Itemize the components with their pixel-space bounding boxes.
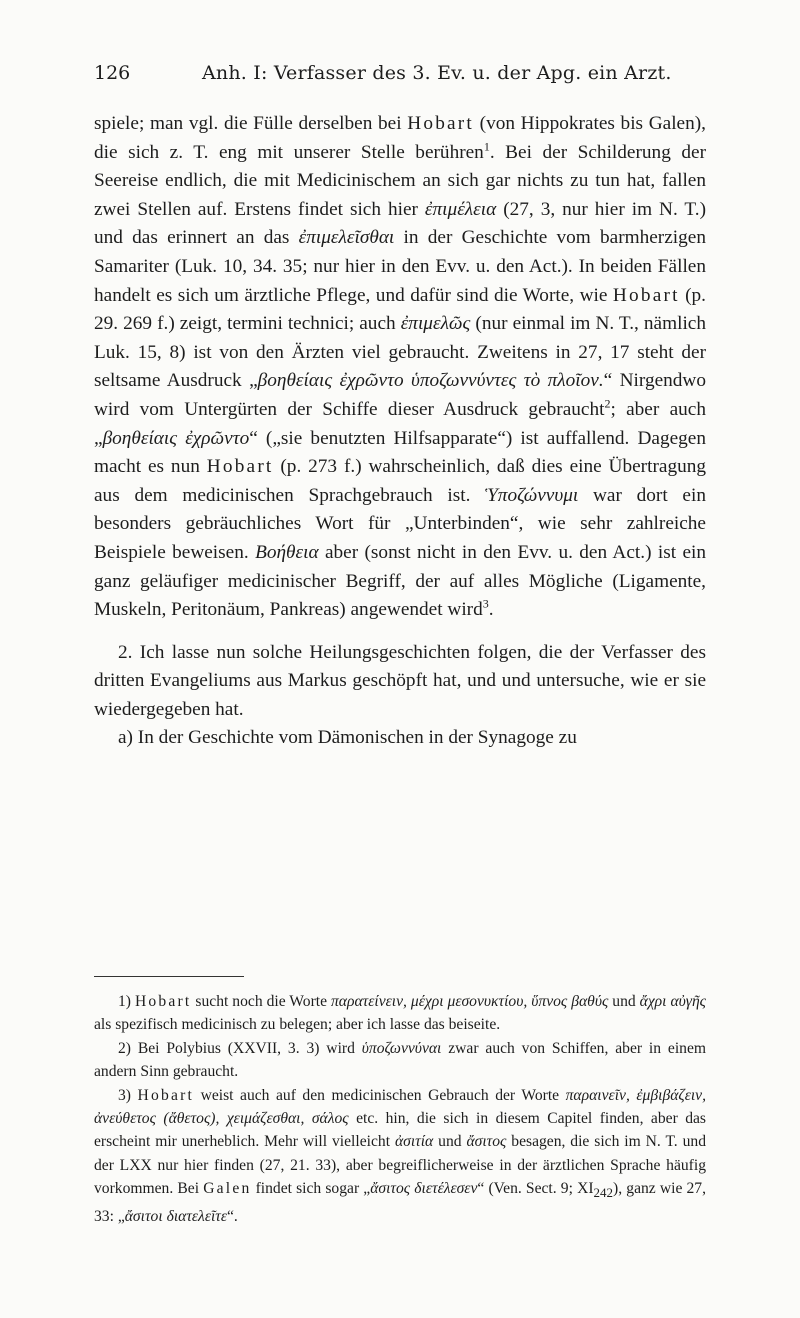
author-name: Hobart xyxy=(206,456,274,478)
author-name: Hobart xyxy=(407,113,474,134)
greek-term: παρατείνειν, μέχρι μεσονυκτίου, ὕπνος βαθύς xyxy=(330,993,609,1010)
author-name: Galen xyxy=(203,1180,252,1198)
greek-term: ἄσιτοι διατελεῖτε xyxy=(124,1207,228,1225)
footnote-divider xyxy=(94,976,244,977)
author-name: Hobart xyxy=(612,284,680,306)
greek-term: ἐπιμελεῖσθαι xyxy=(298,227,395,249)
page-header xyxy=(0,62,800,92)
greek-term: ἄχρι αὐγῆς xyxy=(639,993,707,1010)
author-name: Hobart xyxy=(137,1086,195,1104)
footnote-ref: 2 xyxy=(604,396,611,411)
footnote-1: 1) Hobart sucht noch die Worte παρατείνειν, μέχρι μεσονυκτίου, ὕπνος βαθύς und ἄχρι αὐγῆς als spezifisch medicinisch zu belegen; aber ich lasse das beiseite. xyxy=(94,993,707,1034)
paragraph-section-a: a) In der Geschichte vom Dämonischen in der Synagoge zu xyxy=(118,727,577,749)
page-number: 126 xyxy=(94,62,131,84)
greek-term: Βοήθεια xyxy=(255,541,319,563)
greek-term: ἀσιτία xyxy=(394,1133,434,1151)
footnote-2: 2) Bei Polybius (XXVII, 3. 3) wird ὑποζωννύναι zwar auch von Schiffen, aber in einem andern Sinn gebraucht. xyxy=(94,1039,706,1081)
footnote-ref: 3 xyxy=(482,596,489,611)
greek-term: βοηθείαις ἐχρῶντο ὑποζωννύντες τὸ πλοῖον. xyxy=(257,370,604,392)
running-title: Anh. I: Verfasser des 3. Ev. u. der Apg. ein Arzt. xyxy=(202,62,672,84)
greek-term: ὑποζωννύναι xyxy=(361,1039,442,1057)
greek-term: ἐπιμέλεια xyxy=(424,198,497,220)
main-text xyxy=(94,110,706,753)
greek-term: παραινεῖν, ἐμβιβάζειν, ἀνεύθετος (ἄθετος), χειμάζεσθαι, σάλος xyxy=(94,1086,707,1128)
greek-term: ἄσιτος xyxy=(466,1133,507,1151)
footnote-3: 3) Hobart weist auch auf den medicinischen Gebrauch der Worte παραινεῖν, ἐμβιβάζειν, ἀνεύθετος (ἄθετος), χειμάζεσθαι, σάλος etc. hin, die sich in diesem Capitel finden, aber das erscheint mir unerheblich. Mehr will vielleicht ἀσιτία und ἄσιτος besagen, die sich im N. T. und der LXX nur hier finden (27, 21. 33), aber begreiflicherweise in der ärztlichen Sprache häufig vorkommen. Bei Galen findet sich sogar „ἄσιτος διετέλεσεν“ (Ven. Sect. 9; $XI_{242}$), ganz wie 27, 33: „ἄσιτοι διατελεῖτε“. xyxy=(94,1086,707,1225)
paragraph-continuation: spiele; man vgl. die Fülle derselben bei Hobart (von Hippokrates bis Galen), die sich z. T. eng mit unserer Stelle berühren$^1$. Bei der Schilderung der Seereise endlich, die mit Medicinischem an sich gar nichts zu tun hat, fallen zwei Stellen auf. Erstens findet sich hier ἐπιμέλεια (27, 3, nur hier im N. T.) und das erinnert an das ἐπιμελεῖσθαι in der Geschichte vom barmherzigen Samariter (Luk. 10, 34. 35; nur hier in den Evv. u. den Act.). In beiden Fällen handelt es sich um ärztliche Pflege, und dafür sind die Worte, wie Hobart (p. 29. 269 f.) zeigt, termini technici; auch ἐπιμελῶς (nur einmal im N. T., nämlich Luk. 15, 8) ist von den Ärzten viel gebraucht. Zweitens in 27, 17 steht der seltsame Ausdruck „βοηθείαις ἐχρῶντο ὑποζωννύντες τὸ πλοῖον.“ Nirgendwo wird vom Untergürten der Schiffe dieser Ausdruck gebraucht$^2$; aber auch „βοηθείαις ἐχρῶντο“ („sie benutzten Hilfsapparate“) ist auffallend. Dagegen macht es nun Hobart (p. 273 f.) wahrscheinlich, daß dies eine Übertragung aus dem medicinischen Sprachgebrauch ist. Ὑποζώννυμι war dort ein besonders gebräuchliches Wort für „Unterbinden“, wie sehr zahlreiche Beispiele beweisen. Βοήθεια aber (sonst nicht in den Evv. u. den Act.) ist ein ganz geläufiger medicinischer Begriff, der auf alles Mögliche (Ligamente, Muskeln, Peritonäum, Pankreas) angewendet wird$^3$. xyxy=(94,113,707,621)
footnotes xyxy=(94,990,706,1228)
greek-term: Ὑποζώννυμι xyxy=(485,484,579,506)
greek-term: ἐπιμελῶς xyxy=(400,313,471,335)
volume-page-subscript: 242 xyxy=(593,1185,614,1201)
footnote-ref: 1 xyxy=(483,139,490,154)
author-name: Hobart xyxy=(134,993,192,1010)
greek-term: βοηθείαις ἐχρῶντο xyxy=(102,427,250,449)
greek-term: ἄσιτος διετέλεσεν xyxy=(370,1180,478,1198)
paragraph-section-2: 2. Ich lasse nun solche Heilungsgeschichten folgen, die der Verfasser des dritten Evangeliums aus Markus geschöpft hat, und und untersuche, wie er sie wiedergegeben hat. xyxy=(94,641,706,720)
